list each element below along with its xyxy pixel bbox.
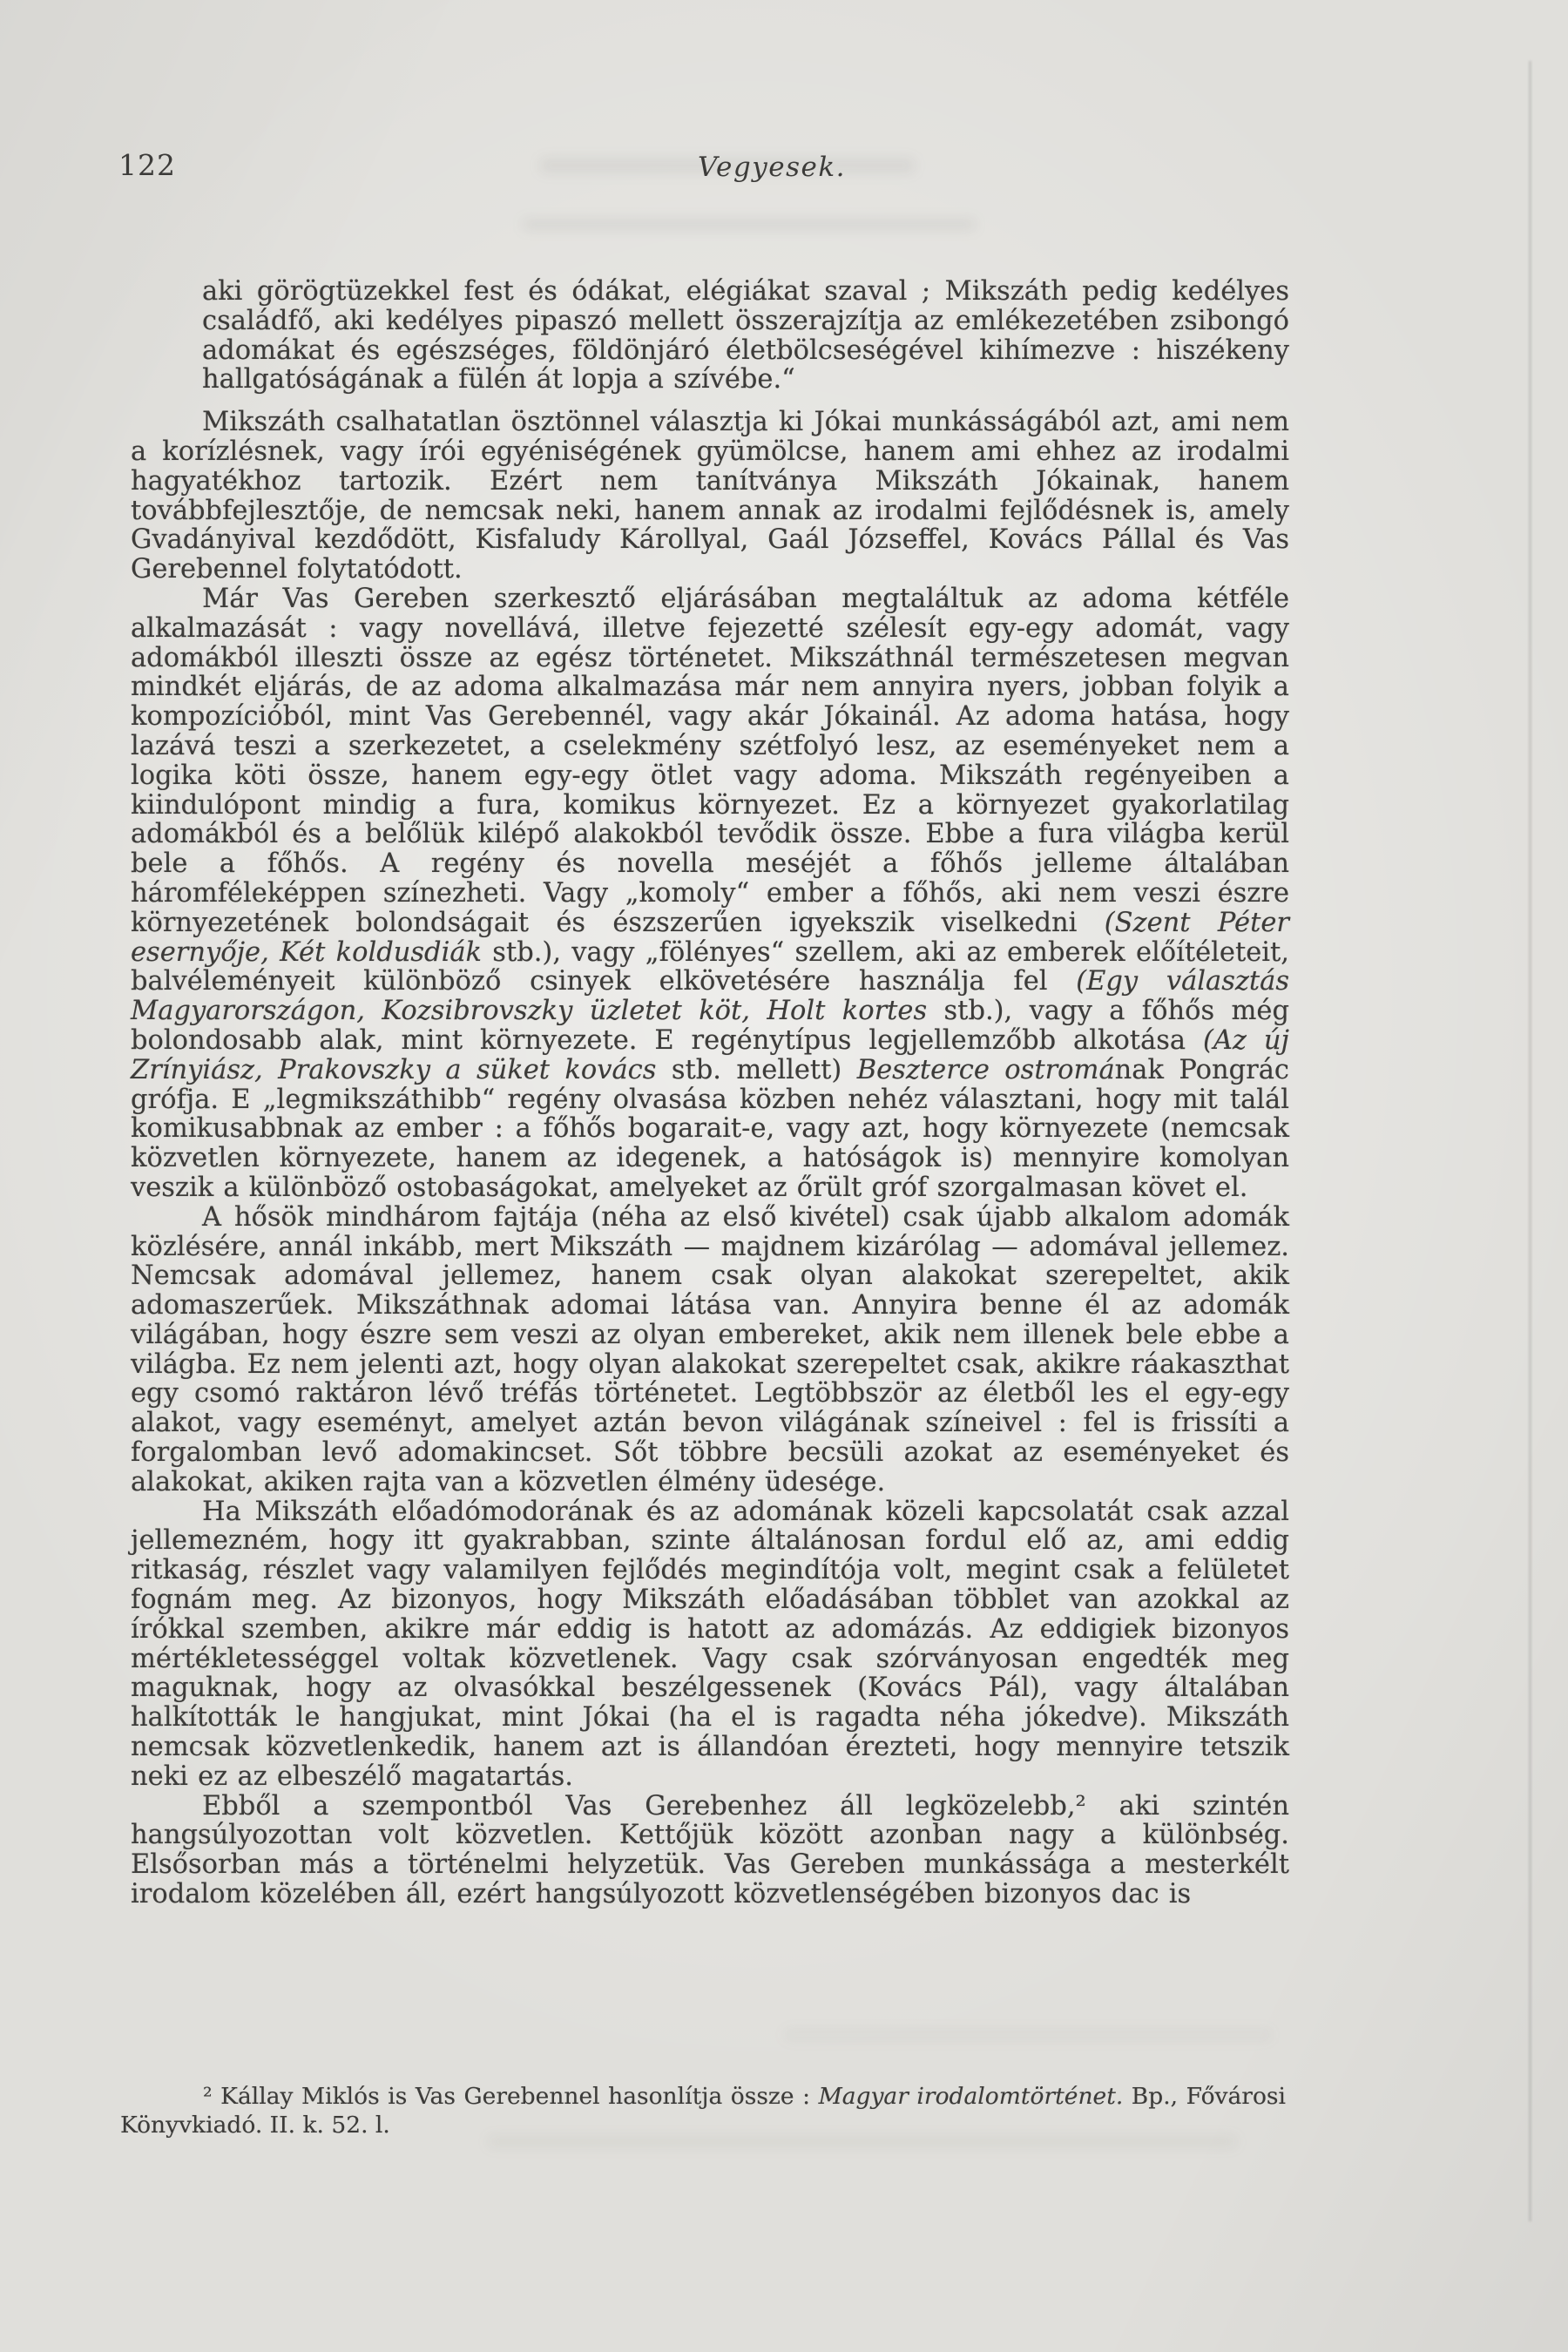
footnote [120,2082,1286,2139]
quote-continuation-paragraph: aki görögtüzekkel fest és ódákat, elégiákat szaval ; Mikszáth pedig kedélyes családfő, aki kedélyes pipaszó mellett összerajzítja az emlékezetében zsibongó adomákat és egészséges, földönjáró életbölcseségével kihímezve : hiszékeny hallgatóságának a fülén át lopja a szívébe.“ [202,276,1289,395]
paragraph-2: Mikszáth csalhatatlan ösztönnel választja ki Jókai munkásságából azt, ami nem a korízlésnek, vagy írói egyéniségének gyümölcse, hanem ami ehhez az irodalmi hagyatékhoz tartozik. Ezért nem tanítványa Mikszáth Jókainak, hanem továbbfejlesztője, de nemcsak neki, hanem annak az irodalmi fejlődésnek is, amely Gvadányival kezdődött, Kisfaludy Károllyal, Gaál Józseffel, Kovács Pállal és Vas Gerebennel folytatódott. [131,407,1289,585]
bleedthrough-smudge [523,220,976,229]
body-text [131,277,1289,1909]
paragraph-6: Ebből a szempontból Vas Gerebenhez áll legközelebb,² aki szintén hangsúlyozottan volt közvetlen. Kettőjük között azonban nagy a különbség. Elsősorban más a történelmi helyzetük. Vas Gereben munkássága a mesterkélt irodalom közelében áll, ezért hangsúlyozott közvetlenségében bizonyos dac is [131,1790,1289,1910]
page-number: 122 [118,148,176,182]
paragraph-3: Már Vas Gereben szerkesztő eljárásában megtaláltuk az adoma kétféle alkalmazását : vagy novellává, illetve fejezetté szélesít egy-egy adomát, vagy adomákból illeszti össze az egész történetet. Mikszáthnál természetesen megvan mindkét eljárás, de az adoma alkalmazása már nem annyira nyers, jobban folyik a kompozícióból, mint Vas Gerebennél, vagy akár Jókainál. Az adoma hatása, hogy lazává teszi a szerkezetet, a cselekmény szétfolyó lesz, az eseményeket nem a logika köti össze, hanem egy-egy ötlet vagy adoma. Mikszáth regényeiben a kiindulópont mindig a fura, komikus környezet. Ez a környezet gyakorlatilag adomákból és a belőlük kilépő alakokból tevődik össze. Ebbe a fura világba kerül bele a főhős. A regény és novella meséjét a főhős jelleme általában háromféleképpen színezheti. Vagy „komoly“ ember a főhős, aki nem veszi észre környezetének bolondságait és észszerűen igyekszik viselkedni (Szent Péter esernyője, Két koldusdiák stb.), vagy „fölényes“ szellem, aki az emberek előítéleteit, balvéleményeit különböző csinyek elkövetésére használja fel (Egy választás Magyarországon, Kozsibrovszky üzletet köt, Holt kortes stb.), vagy a főhős még bolondosabb alak, mint környezete. E regénytípus legjellemzőbb alkotása (Az új Zrínyiász, Prakovszky a süket kovács stb. mellett) Beszterce ostromának Pongrác grófja. E „legmikszáthibb“ regény olvasása közben nehéz választani, hogy mit talál komikusabbnak az ember : a főhős bogarait-e, vagy azt, hogy környezete (nemcsak közvetlen környezete, hanem az idegenek, a hatóságok is) mennyire komolyan veszik a különböző ostobaságokat, amelyeket az őrült gróf szorgalmasan követ el. [131,583,1290,1203]
page-edge-shadow [1529,61,1531,2221]
footnote-text: ² Kállay Miklós is Vas Gerebennel hasonlítja össze : Magyar irodalomtörténet. Bp., Fővárosi Könyvkiadó. II. k. 52. l. [120,2083,1286,2139]
paragraph-4: A hősök mindhárom fajtája (néha az első kivétel) csak újabb alkalom adomák közlésére, annál inkább, mert Mikszáth — majdnem kizárólag — adomával jellemez. Nemcsak adomával jellemez, hanem csak olyan alakokat szerepeltet, akik adomaszerűek. Mikszáthnak adomai látása van. Annyira benne él az adomák világában, hogy észre sem veszi az olyan embereket, akik nem illenek bele ebbe a világba. Ez nem jelenti azt, hogy olyan alakokat szerepeltet csak, akikre ráakaszthat egy csomó raktáron lévő tréfás történetet. Legtöbbször az életből les el egy-egy alakot, vagy eseményt, amelyet aztán bevon világának színeivel : fel is frissíti a forgalomban levő adomakincset. Sőt többre becsüli azokat az eseményeket és alakokat, akiken rajta van a közvetlen élmény üdesége. [131,1201,1289,1497]
paragraph-5: Ha Mikszáth előadómodorának és az adomának közeli kapcsolatát csak azzal jellemezném, hogy itt gyakrabban, szinte általánosan fordul elő az, ami eddig ritkaság, részlet vagy valamilyen fejlődés megindítója volt, megint csak a felületet fognám meg. Az bizonyos, hogy Mikszáth előadásában többlet van azokkal az írókkal szemben, akikre már eddig is hatott az adomázás. Az eddigiek bizonyos mértékletességgel voltak közvetlenek. Vagy csak szórványosan engedték meg maguknak, hogy az olvasókkal beszélgessenek (Kovács Pál), vagy általában halkították le hangjukat, mint Jókai (ha el is ragadta néha jókedve). Mikszáth nemcsak közvetlenkedik, hanem azt is állandóan érezteti, hogy mennyire tetszik neki ez az elbeszélő magatartás. [131,1496,1289,1792]
running-title: Vegyesek. [698,152,846,183]
bleedthrough-smudge [784,2030,1272,2040]
